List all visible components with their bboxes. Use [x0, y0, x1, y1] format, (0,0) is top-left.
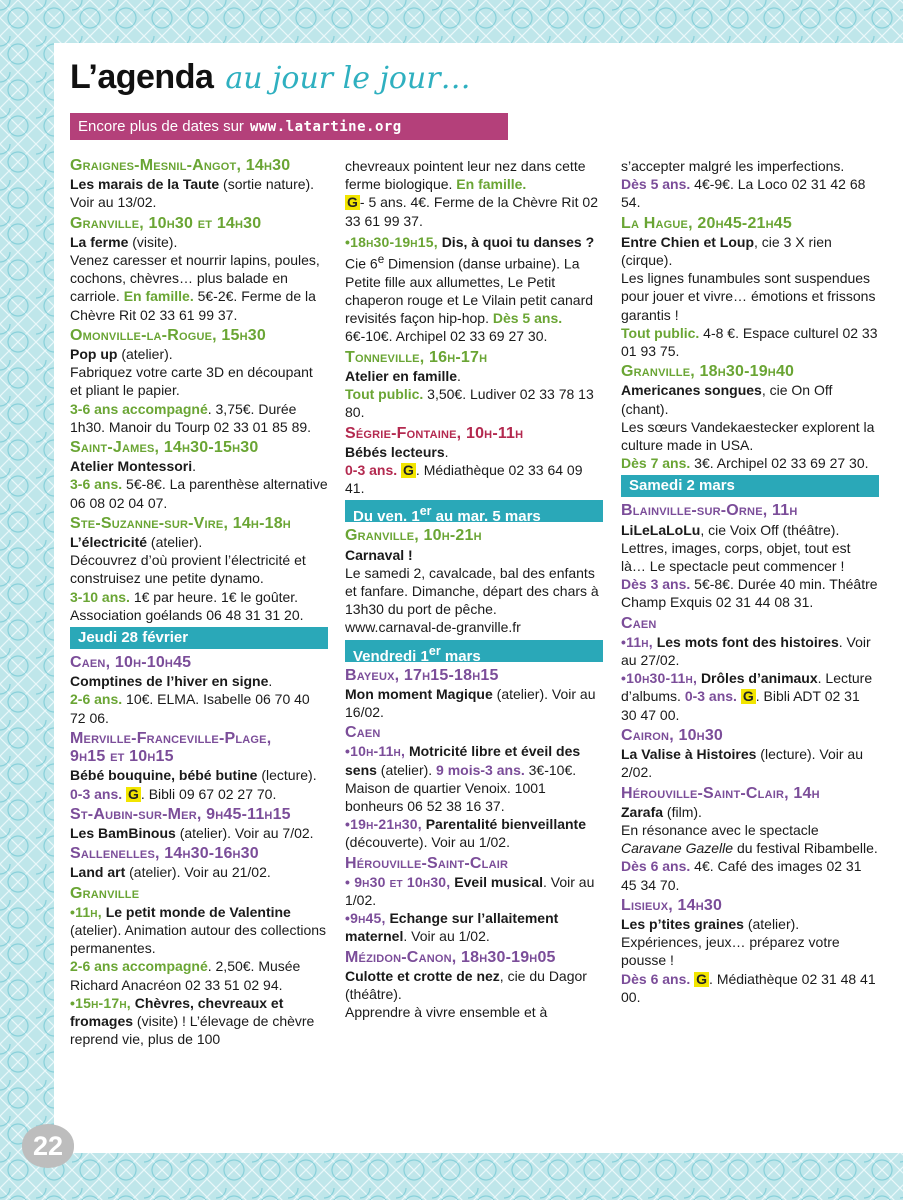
event-location: Tonneville, 16h-17h [345, 348, 488, 366]
event-italic-title: Caravane Gazelle [621, 840, 734, 857]
event-details: (lecture). Voir au 2/02. [621, 746, 864, 781]
event-details: 1€ par heure. 1€ le goûter. Association goélands 06 48 31 31 20. [70, 588, 304, 623]
event-description: du festival Ribambelle. [733, 840, 878, 857]
event-details: 6€-10€. Archipel 02 33 69 27 30. [345, 328, 548, 345]
age-label: Tout public. [621, 324, 700, 341]
event-details: (lecture). [257, 767, 317, 784]
event-entry [621, 615, 879, 724]
event-title: Bébé bouquine, bébé butine [70, 767, 258, 784]
free-badge: G [347, 194, 358, 211]
free-badge: G [696, 970, 708, 987]
age-label: Dès 5 ans. [492, 310, 563, 327]
event-location: Caen [345, 724, 381, 742]
event-details: . [192, 458, 197, 475]
event-entry [70, 215, 328, 324]
event-title: Zarafa [621, 803, 664, 820]
event-details: , cie On Off (chant). [621, 382, 833, 417]
event-details: (atelier). Voir au 7/02. [175, 824, 314, 841]
date-header-text: Vendredi 1 [353, 647, 429, 665]
event-time: •15h-17h, [70, 994, 131, 1011]
age-label: En famille. [123, 288, 194, 305]
age-label: 0-3 ans. [70, 785, 123, 802]
event-title: Eveil musical [454, 873, 543, 890]
event-details: Cie 6 [345, 255, 378, 272]
event-description: Les lignes funambules sont suspendues pour jouer et vivre… émotions et frissons garantis ! [621, 270, 876, 323]
event-details: . 3,75€. Durée 1h30. Manoir du Tourp 02 33 01 85 89. [70, 400, 312, 435]
superscript: er [428, 643, 441, 658]
event-entry [621, 157, 879, 212]
age-label: Dès 5 ans. [621, 176, 691, 193]
free-badge: G [128, 785, 139, 802]
age-label: 3-10 ans. [70, 588, 130, 605]
column-1 [70, 157, 328, 1051]
event-title: Comptines de l’hiver en signe [70, 673, 269, 690]
event-time: •19h-21h30, [345, 816, 422, 833]
event-location: Blainville-sur-Orne, 11h [621, 502, 798, 520]
event-details: 4€. Café des images 02 31 45 34 70. [621, 858, 862, 893]
event-title: Parentalité bienveillante [425, 816, 587, 833]
event-details: . [444, 443, 449, 460]
age-label: Dès 6 ans. [621, 858, 691, 875]
event-entry [345, 855, 603, 946]
event-location: Granville, 18h30-19h40 [621, 363, 795, 381]
event-entry [70, 439, 328, 512]
date-header [345, 500, 603, 526]
event-details: . Voir au 1/02. [345, 873, 595, 908]
event-location: Mézidon-Canon, 18h30-19h05 [345, 948, 556, 966]
event-details: . [457, 367, 461, 384]
event-description: Découvrez d’où provient l’électricité et construisez une petite dynamo. [70, 552, 306, 587]
event-details: . Bibli 09 67 02 27 70. [140, 785, 277, 802]
age-label: 3-6 ans. [70, 476, 123, 493]
event-title: Culotte et crotte de nez [345, 967, 500, 984]
event-location: Sallenelles, 14h30-16h30 [70, 845, 259, 863]
free-badge: G [403, 461, 414, 478]
event-entry [621, 502, 879, 611]
event-entry [345, 349, 603, 422]
event-entry [70, 845, 328, 881]
event-time: •10h30-11h, [621, 670, 698, 687]
event-location: Saint-James, 14h30-15h30 [70, 439, 259, 457]
event-location: Ste-Suzanne-sur-Vire, 14h-18h [70, 514, 291, 532]
event-title: Dis, à quoi tu danses ? [441, 233, 595, 250]
event-details: (découverte). Voir au 1/02. [345, 834, 510, 851]
event-location: Merville-Franceville-Plage, [70, 729, 272, 747]
event-title: Land art [70, 864, 126, 881]
event-time: •11h, [70, 903, 102, 920]
column-2 [345, 157, 603, 1024]
title-script: au jour le jour… [225, 61, 471, 96]
event-description: s’accepter malgré les imperfections. [621, 158, 845, 174]
event-details: (atelier). [376, 761, 437, 778]
event-title: Atelier en famille [345, 367, 458, 384]
event-location: Omonville-la-Rogue, 15h30 [70, 326, 266, 344]
age-label: 9 mois-3 ans. [436, 761, 525, 778]
event-title: Mon moment Magique [345, 685, 493, 702]
event-title: Chèvres, chevreaux et fromages [70, 994, 284, 1029]
event-description: Venez caresser et nourrir lapins, poules, cochons, chèvres… plus balade en carriole. [70, 252, 320, 305]
title-main: L’agenda [70, 58, 214, 96]
event-title: Les p’tites graines [621, 915, 744, 932]
event-title: La ferme [70, 233, 129, 250]
age-label: 0-3 ans. [345, 461, 398, 478]
superscript: er [419, 504, 432, 519]
event-time: •10h-11h, [345, 743, 406, 760]
event-location: Granville, 10h30 et 14h30 [70, 214, 262, 232]
event-title: Entre Chien et Loup [621, 233, 754, 250]
event-title: Le petit monde de Valentine [105, 903, 291, 920]
event-entry [345, 157, 603, 230]
event-entry [70, 654, 328, 727]
event-details: 5€-8€. Durée 40 min. Théâtre Champ Exquis 02 31 44 08 31. [621, 576, 878, 611]
age-label: Tout public. [345, 386, 424, 403]
event-entry [345, 233, 603, 346]
age-label: 2-6 ans. [70, 691, 123, 708]
event-description: Le samedi 2, cavalcade, bal des enfants et fanfare. Dimanche, départ des chars à 13h30 du port de pêche. [345, 564, 599, 618]
event-time: •18h30-19h15, [345, 233, 438, 250]
event-location: Caen [621, 614, 657, 632]
column-3 [621, 157, 879, 1009]
event-title: Les marais de la Taute [70, 176, 220, 193]
event-details: . Bibli ADT 02 31 30 47 00. [621, 688, 860, 723]
event-details: 10€. ELMA. Isabelle 06 70 40 72 06. [70, 691, 310, 726]
event-entry [70, 806, 328, 842]
event-time: 9h15 et 10h15 [70, 748, 174, 766]
event-details: . 2,50€. Musée Richard Anacréon 02 33 51 02 94. [70, 958, 301, 993]
event-details: . Médiathèque 02 33 64 09 41. [345, 461, 583, 497]
date-header-text: mars [440, 647, 481, 665]
event-description: En résonance avec le spectacle [621, 821, 819, 838]
event-description: Les sœurs Vandekaestecker explorent la culture made in USA. [621, 418, 875, 454]
event-location: Cairon, 10h30 [621, 726, 724, 744]
event-description: Lettres, images, corps, objet, tout est là… Le spectacle peut commencer ! [621, 539, 851, 575]
event-details: , cie 3 X rien (cirque). [621, 233, 832, 269]
event-details: . Voir au 1/02. [403, 928, 490, 945]
age-label: 3-6 ans accompagné [70, 400, 208, 417]
event-title: Atelier Montessori [70, 458, 193, 475]
event-entry [345, 667, 603, 722]
date-header [345, 640, 603, 665]
age-label: 2-6 ans accompagné [70, 958, 208, 975]
event-details: (sortie nature). Voir au 13/02. [70, 176, 315, 211]
event-title: LiLeLaLoLu [621, 521, 701, 538]
event-title: L’électricité [70, 534, 148, 551]
age-label: En famille. [456, 176, 527, 193]
event-entry [621, 785, 879, 894]
event-details: 3,50€. Ludiver 02 33 78 13 80. [345, 386, 594, 421]
event-details: (visite). [128, 233, 178, 250]
age-label: Dès 7 ans. [621, 455, 691, 472]
event-location: St-Aubin-sur-Mer, 9h45-11h15 [70, 805, 291, 823]
event-title: Les mots font des histoires [656, 633, 839, 650]
event-entry [70, 730, 328, 803]
event-location: Granville, 10h-21h [345, 527, 482, 545]
event-time: • 9h30 et 10h30, [345, 873, 451, 890]
event-entry [70, 157, 328, 212]
event-details: (atelier). Voir au 21/02. [125, 864, 271, 881]
event-details: 4€-9€. La Loco 02 31 42 68 54. [621, 176, 866, 211]
date-header: Samedi 2 mars [621, 475, 879, 497]
date-header-text: au mar. 5 mars [431, 508, 541, 526]
event-title: Drôles d’animaux [700, 670, 818, 687]
event-details: . Voir au 27/02. [621, 633, 871, 669]
event-title: Pop up [70, 346, 118, 363]
event-time: •11h, [621, 633, 653, 650]
event-details: (atelier). [117, 346, 173, 363]
event-entry [70, 327, 328, 436]
page-number: 22 [22, 1124, 74, 1168]
event-description: chevreaux pointent leur nez dans cette ferme biologique. [345, 158, 586, 193]
website-banner[interactable] [70, 113, 508, 140]
event-link[interactable]: www.carnaval-de-granville.fr [345, 619, 521, 636]
event-location: Granville [70, 884, 140, 902]
event-location: Ségrie-Fontaine, 10h-11h [345, 424, 524, 442]
event-location: Hérouville-Saint-Clair [345, 854, 509, 872]
date-header-text: Du ven. 1 [353, 508, 420, 526]
event-title: Bébés lecteurs [345, 443, 445, 460]
event-details: . [268, 673, 273, 690]
event-description: Dimension (danse urbaine). La Petite fille aux allumettes, Le Petit chaperon rouge et Le Vilain petit canard revisités façon hip-hop. [345, 255, 594, 327]
age-label: Dès 3 ans. [621, 576, 691, 593]
event-location: Bayeux, 17h15-18h15 [345, 666, 499, 684]
page-title [70, 58, 471, 97]
event-details: - 5 ans. 4€. Ferme de la Chèvre Rit 02 33 61 99 37. [345, 194, 598, 229]
event-location: La Hague, 20h45-21h45 [621, 214, 792, 232]
event-entry [345, 724, 603, 851]
event-title: Echange sur l’allaitement maternel [345, 910, 559, 945]
event-location: Caen, 10h-10h45 [70, 654, 192, 672]
event-entry [345, 949, 603, 1022]
event-entry [345, 425, 603, 498]
event-details: 4-8 €. Espace culturel 02 33 01 93 75. [621, 324, 878, 360]
event-entry [70, 515, 328, 624]
event-details: (atelier). [147, 534, 203, 551]
event-details: 5€-8€. La parenthèse alternative 06 08 02 04 07. [70, 476, 328, 511]
event-description: Expériences, jeux… préparez votre pousse ! [621, 934, 840, 969]
banner-url[interactable]: www.latartine.org [249, 119, 402, 135]
event-entry [621, 363, 879, 472]
age-label: Dès 6 ans. [621, 970, 691, 987]
event-details: , cie Voix Off (théâtre). [700, 521, 840, 538]
event-title: La Valise à Histoires [621, 746, 757, 763]
event-details: (visite) ! L’élevage de chèvre reprend vie, plus de 100 [70, 1012, 315, 1048]
event-description: Apprendre à vivre ensemble et à [345, 1004, 548, 1021]
event-details: . Médiathèque 02 31 48 41 00. [621, 970, 876, 1005]
event-details: (atelier). Animation autour des collections permanentes. [70, 921, 327, 957]
event-entry [70, 885, 328, 1049]
event-details: (atelier). Voir au 16/02. [345, 685, 596, 720]
event-details: , cie du Dagor (théâtre). [345, 967, 587, 1002]
event-details: . Lecture d’albums. [621, 670, 873, 705]
event-title: Americanes songues [621, 382, 762, 399]
event-entry [345, 527, 603, 636]
free-badge: G [742, 688, 754, 705]
event-title: Motricité libre et éveil des sens [345, 743, 581, 778]
superscript: e [377, 253, 385, 267]
event-entry [621, 215, 879, 361]
event-time: •9h45, [345, 910, 386, 927]
event-details: 5€-2€. Ferme de la Chèvre Rit 02 33 61 99 37. [70, 288, 316, 323]
event-entry [621, 897, 879, 1006]
event-description: Fabriquez votre carte 3D en découpant et pliant le papier. [70, 364, 313, 399]
event-location: Graignes-Mesnil-Angot, 14h30 [70, 157, 291, 174]
event-details: (film). [663, 803, 702, 820]
event-title: Les BamBinous [70, 824, 176, 841]
event-details: (atelier). [743, 915, 800, 932]
event-entry [621, 727, 879, 782]
date-header: Jeudi 28 février [70, 627, 328, 649]
event-location: Hérouville-Saint-Clair, 14h [621, 784, 820, 802]
event-location: Lisieux, 14h30 [621, 896, 723, 914]
event-details: 3€-10€. Maison de quartier Venoix. 1001 bonheurs 06 52 38 16 37. [345, 761, 577, 814]
event-title: Carnaval ! [345, 546, 413, 563]
event-details: 3€. Archipel 02 33 69 27 30. [690, 455, 869, 472]
age-label: 0-3 ans. [684, 688, 737, 705]
banner-text: Encore plus de dates sur [78, 118, 244, 135]
